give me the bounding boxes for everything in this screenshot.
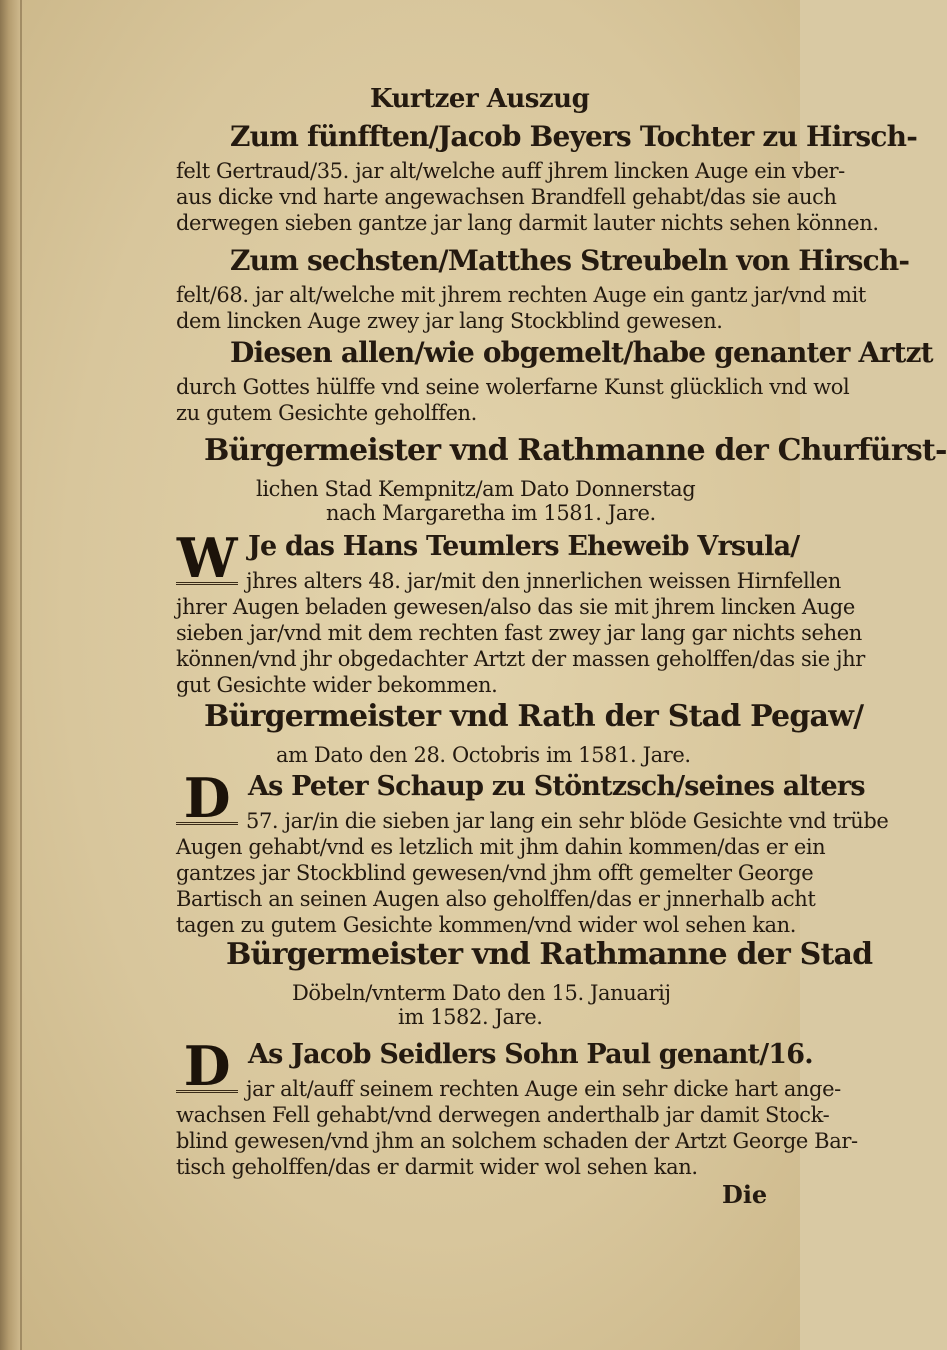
certificate-body-line: As Jacob Seidlers Sohn Paul genant/16. xyxy=(248,1039,813,1070)
certificate-body-line: tisch geholffen/das er darmit wider wol sehen kan. xyxy=(176,1155,698,1179)
paragraph-5th xyxy=(176,120,918,235)
paragraph-line: durch Gottes hülffe vnd seine wolerfarne Kunst glücklich vnd wol xyxy=(176,375,850,399)
paragraph-line: derwegen sieben gantze jar lang darmit lauter nichts sehen können. xyxy=(176,211,879,235)
certificate-title: Bürgermeister vnd Rathmanne der Churfürst- xyxy=(204,433,947,468)
paragraph-line: aus dicke vnd harte angewachsen Brandfell gehabt/das sie auch xyxy=(176,185,837,209)
paragraph-line: Zum sechsten/Matthes Streubeln von Hirsch- xyxy=(230,244,910,277)
certificate-dateline: lichen Stad Kempnitz/am Dato Donnerstag xyxy=(256,477,696,501)
paragraph-line: felt Gertraud/35. jar alt/welche auff jhrem lincken Auge ein vber- xyxy=(176,159,845,183)
certificate-body-line: wachsen Fell gehabt/vnd derwegen anderthalb jar damit Stock- xyxy=(176,1103,830,1127)
certificate-body-line: Je das Hans Teumlers Eheweib Vrsula/ xyxy=(248,531,800,562)
certificate-body-line: sieben jar/vnd mit dem rechten fast zwey jar lang gar nichts sehen xyxy=(176,621,862,645)
certificate-title: Bürgermeister vnd Rathmanne der Stad xyxy=(226,937,873,972)
certificate-title: Bürgermeister vnd Rath der Stad Pegaw/ xyxy=(204,699,864,734)
page-gutter xyxy=(0,0,20,1350)
certificate-body-line: jar alt/auff seinem rechten Auge ein sehr dicke hart ange- xyxy=(246,1077,841,1101)
certificate-body-line: tagen zu gutem Gesichte kommen/vnd wider wol sehen kan. xyxy=(176,913,797,937)
paragraph-summary xyxy=(176,336,933,425)
certificate-body-line: blind gewesen/vnd jhm an solchem schaden der Artzt George Bar- xyxy=(176,1129,858,1153)
certificate-body-line: jhrer Augen beladen gewesen/also das sie mit jhrem lincken Auge xyxy=(176,595,855,619)
certificate-body-line: gantzes jar Stockblind gewesen/vnd jhm offt gemelter George xyxy=(176,861,814,885)
certificate-body-line: Bartisch an seinen Augen also geholffen/das er jnnerhalb acht xyxy=(176,887,816,911)
certificate-body-line: Augen gehabt/vnd es letzlich mit jhm dahin kommen/das er ein xyxy=(176,835,826,859)
certificate-body-line: 57. jar/in die sieben jar lang ein sehr blöde Gesichte vnd trübe xyxy=(246,809,889,833)
certificate-body-line: können/vnd jhr obgedachter Artzt der massen geholffen/das sie jhr xyxy=(176,647,865,671)
decorated-initial: W xyxy=(176,526,238,590)
paragraph-line: Diesen allen/wie obgemelt/habe genanter Artzt xyxy=(230,336,933,369)
paragraph-line: dem lincken Auge zwey jar lang Stockblind gewesen. xyxy=(176,309,723,333)
certificate-dateline: nach Margaretha im 1581. Jare. xyxy=(326,501,656,525)
certificate-dateline: am Dato den 28. Octobris im 1581. Jare. xyxy=(276,743,691,767)
certificate-dateline: im 1582. Jare. xyxy=(398,1005,543,1029)
certificate-kempnitz xyxy=(176,433,947,697)
paragraph-6th xyxy=(176,244,910,334)
gutter-edge xyxy=(20,0,22,1350)
catchword: Die xyxy=(722,1180,768,1209)
certificate-dateline: Döbeln/vnterm Dato den 15. Januarij xyxy=(292,981,671,1005)
paragraph-line: felt/68. jar alt/welche mit jhrem rechten Auge ein gantz jar/vnd mit xyxy=(176,283,866,307)
certificate-body-line: gut Gesichte wider bekommen. xyxy=(176,673,498,697)
certificate-pegaw xyxy=(176,699,889,937)
paragraph-line: Zum fünfften/Jacob Beyers Tochter zu Hirsch- xyxy=(230,120,918,153)
decorated-initial: D xyxy=(176,774,238,825)
certificate-doebeln xyxy=(176,937,873,1182)
certificate-body-line: As Peter Schaup zu Stöntzsch/seines alters xyxy=(248,771,865,802)
paragraph-line: zu gutem Gesichte geholffen. xyxy=(176,401,477,425)
running-head: Kurtzer Auszug xyxy=(370,84,590,114)
certificate-body-line: jhres alters 48. jar/mit den jnnerlichen weissen Hirnfellen xyxy=(246,569,841,593)
decorated-initial: D xyxy=(176,1042,238,1093)
